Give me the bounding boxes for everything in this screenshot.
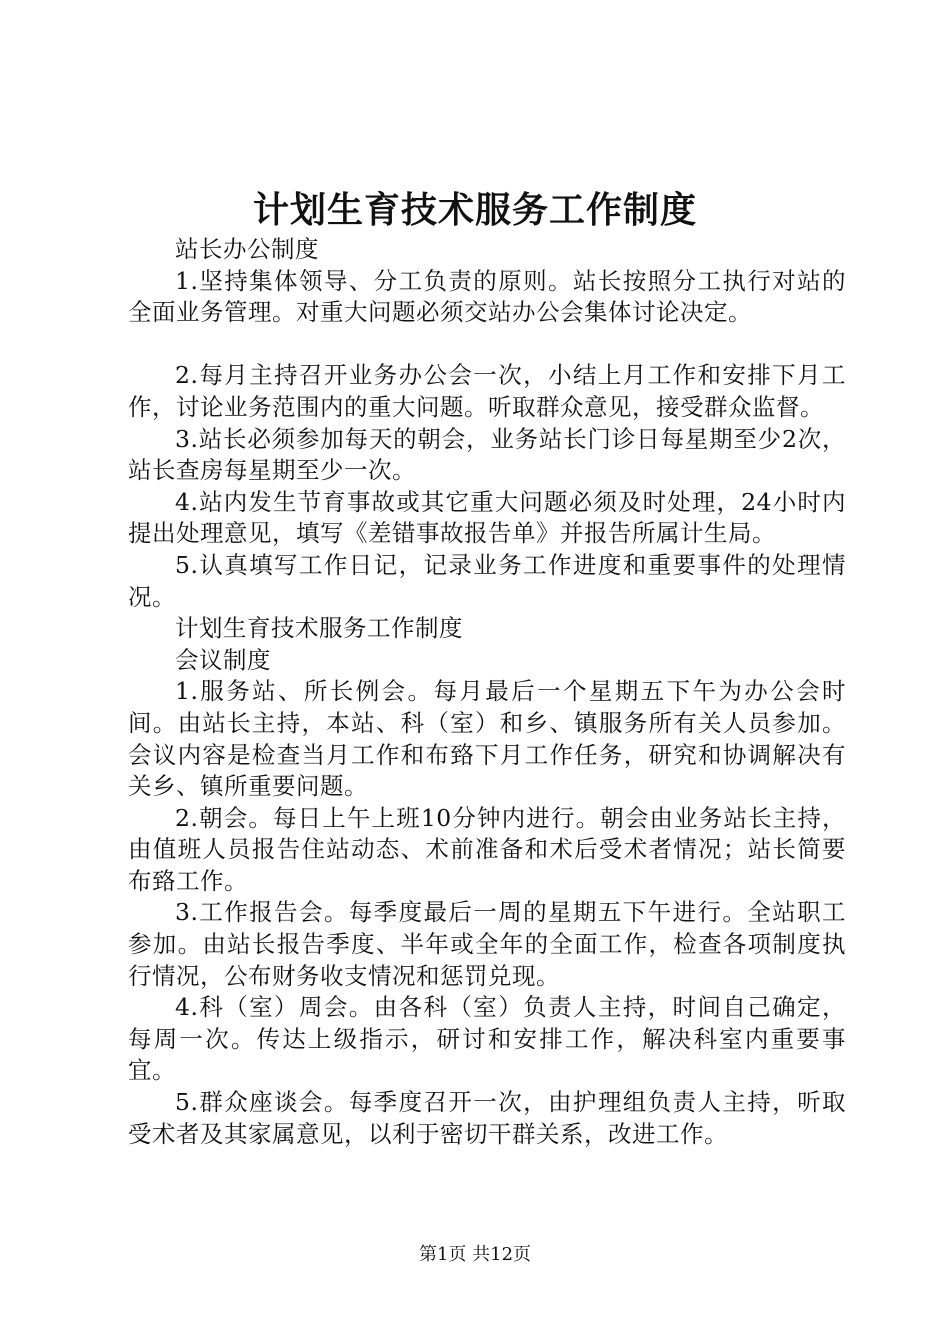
document-title: 计划生育技术服务工作制度 xyxy=(252,189,697,231)
paragraph: 4.科（室）周会。由各科（室）负责人主持，时间自己确定，每周一次。传达上级指示，研讨和安排工作，解决科室内重要事宜。 xyxy=(128,993,846,1085)
page-number-footer: 第1页 共12页 xyxy=(418,1244,532,1265)
paragraph-spacer xyxy=(128,329,846,361)
paragraph: 4.站内发生节育事故或其它重大问题必须及时处理，24小时内提出处理意见，填写《差错事故报告单》并报告所属计生局。 xyxy=(128,487,846,548)
paragraph: 1.服务站、所长例会。每月最后一个星期五下午为办公会时间。由站长主持，本站、科（室）和乡、镇服务所有关人员参加。会议内容是检查当月工作和布臵下月工作任务，研究和协调解决有关乡、镇所重要问题。 xyxy=(128,677,846,801)
paragraph: 2.每月主持召开业务办公会一次，小结上月工作和安排下月工作，讨论业务范围内的重大问题。听取群众意见，接受群众监督。 xyxy=(128,361,846,421)
paragraph: 1.坚持集体领导、分工负责的原则。站长按照分工执行对站的全面业务管理。对重大问题必须交站办公会集体讨论决定。 xyxy=(128,266,846,327)
paragraph: 3.工作报告会。每季度最后一周的星期五下午进行。全站职工参加。由站长报告季度、半年或全年的全面工作，检查各项制度执行情况，公布财务收支情况和惩罚兑现。 xyxy=(128,898,846,990)
paragraph: 5.群众座谈会。每季度召开一次，由护理组负责人主持，听取受术者及其家属意见，以利于密切干群关系，改进工作。 xyxy=(128,1088,846,1148)
paragraph: 3.站长必须参加每天的朝会，业务站长门诊日每星期至少2次，站长查房每星期至少一次。 xyxy=(128,424,846,485)
paragraph: 会议制度 xyxy=(175,645,271,674)
document-body xyxy=(128,234,846,1150)
paragraph: 5.认真填写工作日记，记录业务工作进度和重要事件的处理情况。 xyxy=(128,550,846,611)
paragraph: 站长办公制度 xyxy=(175,235,319,263)
paragraph: 2.朝会。每日上午上班10分钟内进行。朝会由业务站长主持，由值班人员报告住站动态、术前准备和术后受术者情况；站长简要布臵工作。 xyxy=(128,803,846,895)
paragraph: 计划生育技术服务工作制度 xyxy=(175,614,463,643)
